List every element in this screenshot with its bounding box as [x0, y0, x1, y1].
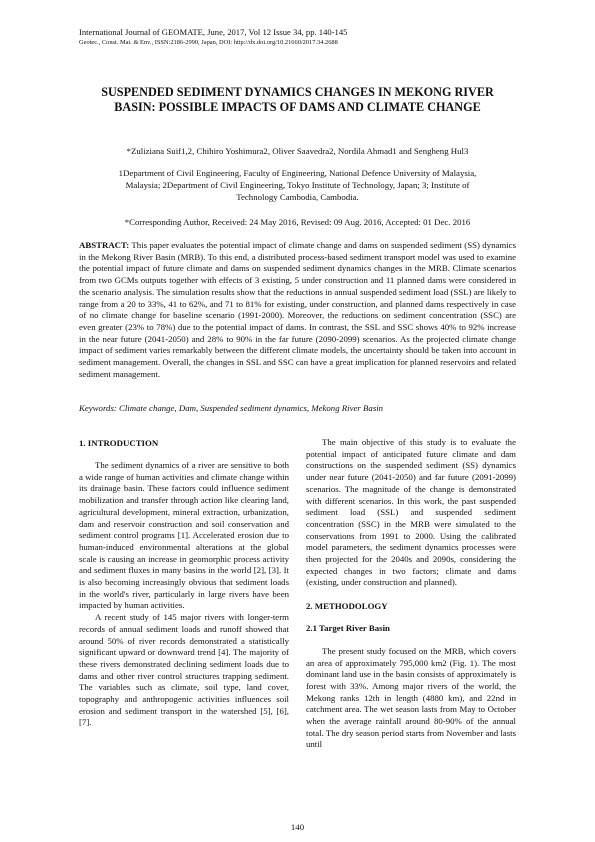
paper-title: SUSPENDED SEDIMENT DYNAMICS CHANGES IN MEKONG RIVER BASIN: POSSIBLE IMPACTS OF DAMS AND CLIMATE CHANGE [101, 85, 494, 114]
objective-paragraph: The main objective of this study is to evaluate the potential impact of anticipated future climate and dam constructions on the suspended sediment (SS) dynamics under near future (2041-2050) and far future (2091-2099) scenarios. The magnitude of the change is demonstrated with different scenarios. In this work, the past suspended sediment load (SSL) and suspended sediment concentration (SSC) in the MRB were simulated to the conservations from 1991 to 2000. Using the calibrated model parameters, the sediment dynamics processes were then projected for the 2040s and 2090s, considering the expected changes in two factors; climate and dams (existing, under construction and planned). [306, 437, 516, 588]
abstract [79, 240, 516, 380]
subsection-heading-target-basin: 2.1 Target River Basin [306, 623, 390, 634]
basin-paragraph: The present study focused on the MRB, which covers an area of approximately 795,000 km2 (Fig. 1). The most dominant land use in the basin consists of approximately is forest with 33%. Among major rivers of the world, the Mekong ranks 12th in length (4880 km), and 22nd in catchment area. The wet season lasts from May to October when the average rainfall around 80-90% of the annual total. The dry season period starts from November and lasts until [306, 645, 516, 750]
right-column [306, 437, 516, 751]
corresponding-author-dates: *Corresponding Author, Received: 24 May 2016, Revised: 09 Aug. 2016, Accepted: 01 Dec. 2016 [124, 217, 471, 227]
affiliations: 1Department of Civil Engineering, Faculty of Engineering, National Defence University of Malaysia, Malaysia; 2Department of Civil Engineering, Tokyo Institute of Technology, Japan; 3; Institute of Technology Cambodia, Cambodia. [118, 168, 477, 202]
intro-paragraph-2: A recent study of 145 major rivers with longer-term records of annual sediment loads and runoff showed that around 50% of river records demonstrated a statistically significant upward or downward trend [4]. The majority of these rivers demonstrated declining sediment loads due to dams and other river control structures trapping sediment. The variables such as climate, soil type, land cover, topography and anthropogenic activities influences soil erosion and sediment transport in the watershed [5], [6], [7]. [79, 612, 289, 728]
journal-header [79, 27, 347, 47]
intro-paragraph-1: The sediment dynamics of a river are sensitive to both a wide range of human activities and climate change within its drainage basin. These factors could influence sediment mobilization and transfer through action like clearing land, agricultural development, mineral extraction, urbanization, dam and reservoir construction and soil conservation and sediment control programs [1]. Accelerated erosion due to human-induced environmental alterations at the global scale is causing an increase in geomorphic process activity and sediment fluxes in many basins in the world [2], [3]. It is also becoming increasingly obvious that sediment loads in the world's river, particularly in large rivers have been impacted by human activities. [79, 460, 289, 611]
abstract-label: ABSTRACT: [79, 240, 130, 250]
section-heading-introduction: 1. INTRODUCTION [79, 438, 159, 448]
keywords: Keywords: Climate change, Dam, Suspended sediment dynamics, Mekong River Basin [79, 403, 384, 413]
journal-doi: Geotec., Const. Mat. & Env., ISSN:2186-2990, Japan, DOI: http://dx.doi.org/10.21660/2017.34.2688 [79, 39, 338, 46]
author-list: *Zuliziana Suif1,2, Chihiro Yoshimura2, Oliver Saavedra2, Nordila Ahmad1 and Sengheng Hul3 [126, 146, 469, 156]
abstract-text: This paper evaluates the potential impact of climate change and dams on suspended sediment (SS) dynamics in the Mekong River Basin (MRB). To this end, a distributed process-based sediment transport model was used to examine the potential impact of future climate and dams on suspended sediment dynamics changes in the MRB. Climate scenarios from two GCMs outputs together with effects of 3 existing, 5 under construction and 11 planned dams were considered in the scenario analysis. The simulation results show that the reductions in annual suspended sediment load (SSL) are likely to range from a 20 to 33%, 41 to 62%, and 71 to 81% for existing, under construction, and planned dams respectively in case of no climate change for baseline scenario (1991-2000). Moreover, the reductions on sediment concentration (SSC) are even greater (23% to 78%) due to the potential impact of dams. In contrast, the SSL and SSC shows 40% to 92% increase in the near future (2041-2050) and 28% to 90% in the far future (2090-2099) scenarios. As the projected climate change impact of sediment varies remarkably between the different climate models, the uncertainty should be taken into account in sediment management. Overall, the changes in SSL and SSC can have a great implication for planned reservoirs and related sediment management. [79, 240, 517, 379]
journal-citation: International Journal of GEOMATE, June, 2017, Vol 12 Issue 34, pp. 140-145 [79, 27, 348, 37]
section-heading-methodology: 2. METHODOLOGY [306, 601, 388, 612]
page-number: 140 [290, 822, 305, 832]
left-column [79, 437, 289, 729]
